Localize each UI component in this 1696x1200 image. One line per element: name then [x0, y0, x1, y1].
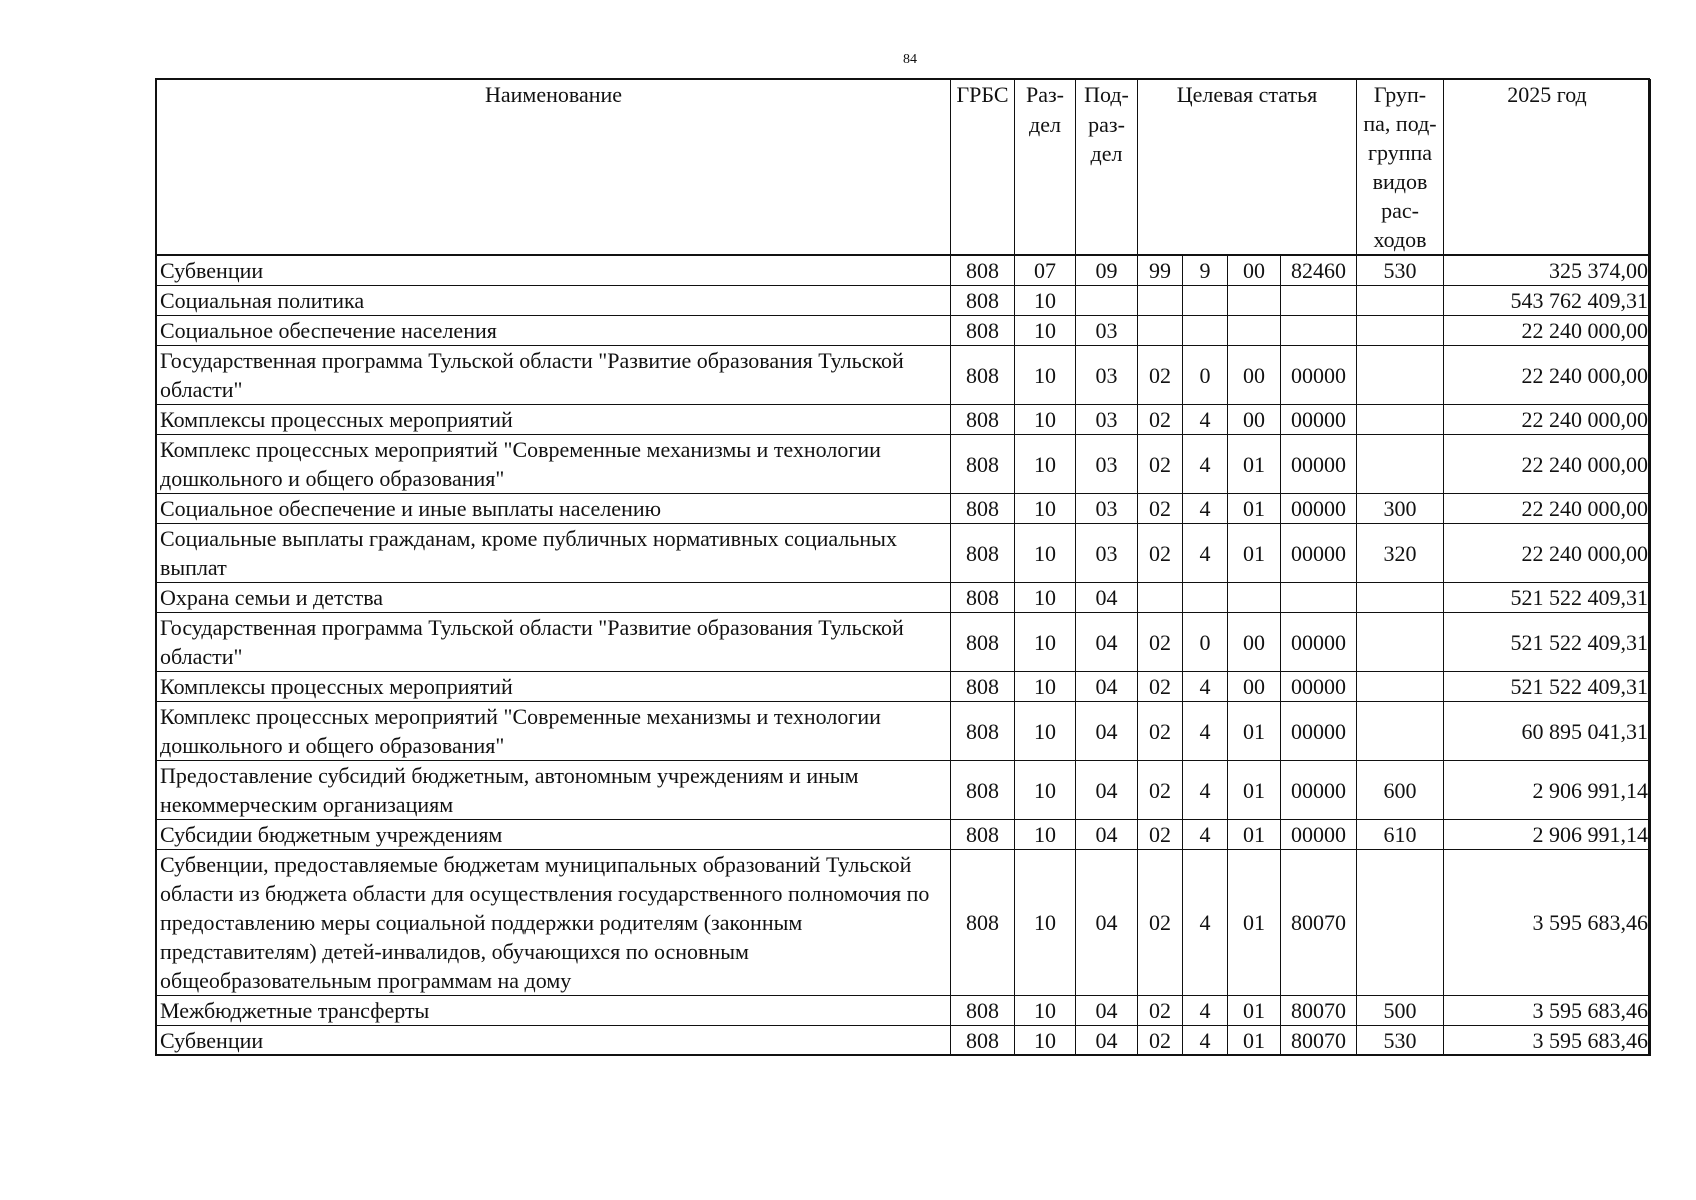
row-section: 10 — [1015, 286, 1076, 316]
row-expense-group — [1357, 583, 1444, 613]
row-subsection: 04 — [1076, 761, 1138, 820]
row-target-program: 02 — [1138, 405, 1183, 435]
row-section: 10 — [1015, 583, 1076, 613]
row-target-direction: 00000 — [1281, 435, 1357, 494]
table-row — [157, 583, 1651, 613]
row-expense-group — [1357, 435, 1444, 494]
row-target-subprogram: 01 — [1228, 702, 1281, 761]
row-target-program: 02 — [1138, 850, 1183, 996]
row-target-program: 02 — [1138, 524, 1183, 583]
row-grbs: 808 — [951, 524, 1015, 583]
row-grbs: 808 — [951, 286, 1015, 316]
table-body — [157, 255, 1651, 1056]
row-section: 10 — [1015, 405, 1076, 435]
row-amount: 521 522 409,31 — [1444, 672, 1651, 702]
row-grbs: 808 — [951, 702, 1015, 761]
row-grbs: 808 — [951, 316, 1015, 346]
row-target-program: 02 — [1138, 613, 1183, 672]
row-target-type: 9 — [1183, 255, 1228, 286]
row-target-subprogram: 01 — [1228, 1026, 1281, 1056]
row-expense-group: 600 — [1357, 761, 1444, 820]
row-expense-group: 320 — [1357, 524, 1444, 583]
row-target-subprogram: 01 — [1228, 524, 1281, 583]
row-grbs: 808 — [951, 494, 1015, 524]
row-subsection: 04 — [1076, 583, 1138, 613]
row-section: 10 — [1015, 524, 1076, 583]
row-name: Социальное обеспечение и иные выплаты населению — [157, 494, 951, 524]
row-target-program: 02 — [1138, 702, 1183, 761]
table-row — [157, 255, 1651, 286]
row-expense-group: 500 — [1357, 996, 1444, 1026]
row-section: 10 — [1015, 996, 1076, 1026]
row-target-subprogram: 01 — [1228, 494, 1281, 524]
row-expense-group: 610 — [1357, 820, 1444, 850]
table-row — [157, 524, 1651, 583]
row-target-type: 4 — [1183, 820, 1228, 850]
row-name: Субвенции — [157, 1026, 951, 1056]
row-section: 10 — [1015, 672, 1076, 702]
row-grbs: 808 — [951, 405, 1015, 435]
row-grbs: 808 — [951, 583, 1015, 613]
row-amount: 3 595 683,46 — [1444, 996, 1651, 1026]
row-subsection: 03 — [1076, 494, 1138, 524]
row-expense-group — [1357, 613, 1444, 672]
row-subsection: 04 — [1076, 820, 1138, 850]
row-grbs: 808 — [951, 672, 1015, 702]
row-expense-group — [1357, 316, 1444, 346]
row-target-subprogram: 01 — [1228, 850, 1281, 996]
header-section: Раз- дел — [1015, 80, 1076, 256]
row-amount: 22 240 000,00 — [1444, 494, 1651, 524]
row-subsection: 04 — [1076, 672, 1138, 702]
row-section: 10 — [1015, 820, 1076, 850]
row-target-direction: 00000 — [1281, 346, 1357, 405]
row-section: 10 — [1015, 316, 1076, 346]
row-subsection: 04 — [1076, 1026, 1138, 1056]
row-target-program: 99 — [1138, 255, 1183, 286]
budget-table — [156, 79, 1651, 1056]
row-name: Субвенции, предоставляемые бюджетам муниципальных образований Тульской области из бюджета области для осуществления государственного полномочия по предоставлению меры социальной поддержки родителям (законным представителям) детей-инвалидов, обучающихся по основным общеобразовательным программам на дому — [157, 850, 951, 996]
row-target-subprogram: 00 — [1228, 405, 1281, 435]
row-subsection: 04 — [1076, 996, 1138, 1026]
row-target-type: 4 — [1183, 672, 1228, 702]
row-name: Комплексы процессных мероприятий — [157, 672, 951, 702]
row-name: Комплекс процессных мероприятий "Современные механизмы и технологии дошкольного и общего образования" — [157, 435, 951, 494]
page-number: 84 — [903, 52, 917, 67]
row-target-subprogram: 01 — [1228, 435, 1281, 494]
table-row — [157, 316, 1651, 346]
row-target-direction: 00000 — [1281, 405, 1357, 435]
row-expense-group — [1357, 702, 1444, 761]
row-target-type — [1183, 583, 1228, 613]
row-target-direction: 00000 — [1281, 524, 1357, 583]
row-subsection: 09 — [1076, 255, 1138, 286]
header-name: Наименование — [157, 80, 951, 256]
row-expense-group — [1357, 286, 1444, 316]
row-section: 10 — [1015, 494, 1076, 524]
row-subsection: 04 — [1076, 613, 1138, 672]
row-target-program: 02 — [1138, 1026, 1183, 1056]
row-section: 10 — [1015, 435, 1076, 494]
table-row — [157, 820, 1651, 850]
row-subsection: 03 — [1076, 524, 1138, 583]
row-target-direction: 80070 — [1281, 850, 1357, 996]
table-row — [157, 996, 1651, 1026]
row-target-type: 4 — [1183, 405, 1228, 435]
table-row — [157, 702, 1651, 761]
row-expense-group — [1357, 346, 1444, 405]
row-target-type: 0 — [1183, 346, 1228, 405]
row-name: Государственная программа Тульской области "Развитие образования Тульской области" — [157, 613, 951, 672]
row-name: Социальные выплаты гражданам, кроме публичных нормативных социальных выплат — [157, 524, 951, 583]
row-target-program: 02 — [1138, 820, 1183, 850]
header-target-article: Целевая статья — [1138, 80, 1357, 256]
row-target-type: 4 — [1183, 524, 1228, 583]
table-row — [157, 405, 1651, 435]
row-target-subprogram: 01 — [1228, 820, 1281, 850]
row-name: Субсидии бюджетным учреждениям — [157, 820, 951, 850]
row-target-direction: 82460 — [1281, 255, 1357, 286]
row-target-direction: 00000 — [1281, 494, 1357, 524]
row-target-type: 4 — [1183, 494, 1228, 524]
row-amount: 22 240 000,00 — [1444, 524, 1651, 583]
table-row — [157, 1026, 1651, 1056]
row-subsection: 04 — [1076, 702, 1138, 761]
row-grbs: 808 — [951, 346, 1015, 405]
table-row — [157, 346, 1651, 405]
row-expense-group: 300 — [1357, 494, 1444, 524]
row-grbs: 808 — [951, 820, 1015, 850]
row-name: Комплексы процессных мероприятий — [157, 405, 951, 435]
row-amount: 3 595 683,46 — [1444, 1026, 1651, 1056]
row-target-direction — [1281, 583, 1357, 613]
row-target-direction: 00000 — [1281, 761, 1357, 820]
header-expense-group: Груп- па, под- группа видов рас- ходов — [1357, 80, 1444, 256]
row-target-subprogram: 00 — [1228, 255, 1281, 286]
row-target-type: 4 — [1183, 1026, 1228, 1056]
row-target-subprogram — [1228, 583, 1281, 613]
table-row — [157, 494, 1651, 524]
row-target-type: 4 — [1183, 435, 1228, 494]
row-amount: 22 240 000,00 — [1444, 346, 1651, 405]
row-amount: 521 522 409,31 — [1444, 583, 1651, 613]
row-amount: 22 240 000,00 — [1444, 316, 1651, 346]
row-amount: 325 374,00 — [1444, 255, 1651, 286]
row-target-direction — [1281, 286, 1357, 316]
row-target-direction: 00000 — [1281, 820, 1357, 850]
row-name: Охрана семьи и детства — [157, 583, 951, 613]
row-subsection: 03 — [1076, 435, 1138, 494]
row-target-type: 4 — [1183, 761, 1228, 820]
row-target-subprogram: 00 — [1228, 672, 1281, 702]
header-grbs: ГРБС — [951, 80, 1015, 256]
row-amount: 60 895 041,31 — [1444, 702, 1651, 761]
row-grbs: 808 — [951, 996, 1015, 1026]
row-expense-group — [1357, 850, 1444, 996]
table-header-row — [157, 80, 1651, 256]
row-target-subprogram — [1228, 286, 1281, 316]
table-row — [157, 286, 1651, 316]
row-name: Субвенции — [157, 255, 951, 286]
row-target-program: 02 — [1138, 996, 1183, 1026]
row-amount: 22 240 000,00 — [1444, 405, 1651, 435]
table-row — [157, 435, 1651, 494]
row-section: 10 — [1015, 346, 1076, 405]
row-target-direction — [1281, 316, 1357, 346]
row-grbs: 808 — [951, 613, 1015, 672]
row-amount: 3 595 683,46 — [1444, 850, 1651, 996]
row-target-type — [1183, 316, 1228, 346]
row-section: 10 — [1015, 702, 1076, 761]
row-target-type: 4 — [1183, 850, 1228, 996]
row-expense-group: 530 — [1357, 255, 1444, 286]
row-grbs: 808 — [951, 1026, 1015, 1056]
row-name: Социальная политика — [157, 286, 951, 316]
row-section: 07 — [1015, 255, 1076, 286]
row-target-subprogram — [1228, 316, 1281, 346]
row-target-program: 02 — [1138, 761, 1183, 820]
row-grbs: 808 — [951, 435, 1015, 494]
row-section: 10 — [1015, 850, 1076, 996]
table-row — [157, 672, 1651, 702]
row-target-type — [1183, 286, 1228, 316]
row-target-program: 02 — [1138, 346, 1183, 405]
row-subsection — [1076, 286, 1138, 316]
row-target-direction: 00000 — [1281, 613, 1357, 672]
row-target-direction: 00000 — [1281, 702, 1357, 761]
row-name: Комплекс процессных мероприятий "Современные механизмы и технологии дошкольного и общего образования" — [157, 702, 951, 761]
row-target-direction: 80070 — [1281, 996, 1357, 1026]
row-section: 10 — [1015, 1026, 1076, 1056]
row-subsection: 03 — [1076, 405, 1138, 435]
row-name: Предоставление субсидий бюджетным, автономным учреждениям и иным некоммерческим организациям — [157, 761, 951, 820]
row-target-program: 02 — [1138, 672, 1183, 702]
table-row — [157, 850, 1651, 996]
row-target-direction: 80070 — [1281, 1026, 1357, 1056]
row-amount: 2 906 991,14 — [1444, 820, 1651, 850]
row-amount: 2 906 991,14 — [1444, 761, 1651, 820]
row-target-subprogram: 00 — [1228, 613, 1281, 672]
row-amount: 543 762 409,31 — [1444, 286, 1651, 316]
row-grbs: 808 — [951, 255, 1015, 286]
row-target-program: 02 — [1138, 494, 1183, 524]
row-target-program — [1138, 316, 1183, 346]
row-amount: 22 240 000,00 — [1444, 435, 1651, 494]
row-grbs: 808 — [951, 761, 1015, 820]
row-expense-group: 530 — [1357, 1026, 1444, 1056]
row-target-program — [1138, 286, 1183, 316]
row-target-program: 02 — [1138, 435, 1183, 494]
row-subsection: 03 — [1076, 346, 1138, 405]
row-amount: 521 522 409,31 — [1444, 613, 1651, 672]
row-target-subprogram: 00 — [1228, 346, 1281, 405]
row-target-program — [1138, 583, 1183, 613]
row-grbs: 808 — [951, 850, 1015, 996]
row-section: 10 — [1015, 613, 1076, 672]
row-name: Межбюджетные трансферты — [157, 996, 951, 1026]
row-expense-group — [1357, 672, 1444, 702]
row-target-subprogram: 01 — [1228, 761, 1281, 820]
header-year: 2025 год — [1444, 80, 1651, 256]
row-section: 10 — [1015, 761, 1076, 820]
row-target-type: 4 — [1183, 996, 1228, 1026]
row-expense-group — [1357, 405, 1444, 435]
header-subsection: Под- раз- дел — [1076, 80, 1138, 256]
row-target-type: 0 — [1183, 613, 1228, 672]
row-target-direction: 00000 — [1281, 672, 1357, 702]
row-name: Социальное обеспечение населения — [157, 316, 951, 346]
row-target-type: 4 — [1183, 702, 1228, 761]
table-row — [157, 761, 1651, 820]
row-subsection: 03 — [1076, 316, 1138, 346]
table-row — [157, 613, 1651, 672]
row-name: Государственная программа Тульской области "Развитие образования Тульской области" — [157, 346, 951, 405]
row-target-subprogram: 01 — [1228, 996, 1281, 1026]
row-subsection: 04 — [1076, 850, 1138, 996]
